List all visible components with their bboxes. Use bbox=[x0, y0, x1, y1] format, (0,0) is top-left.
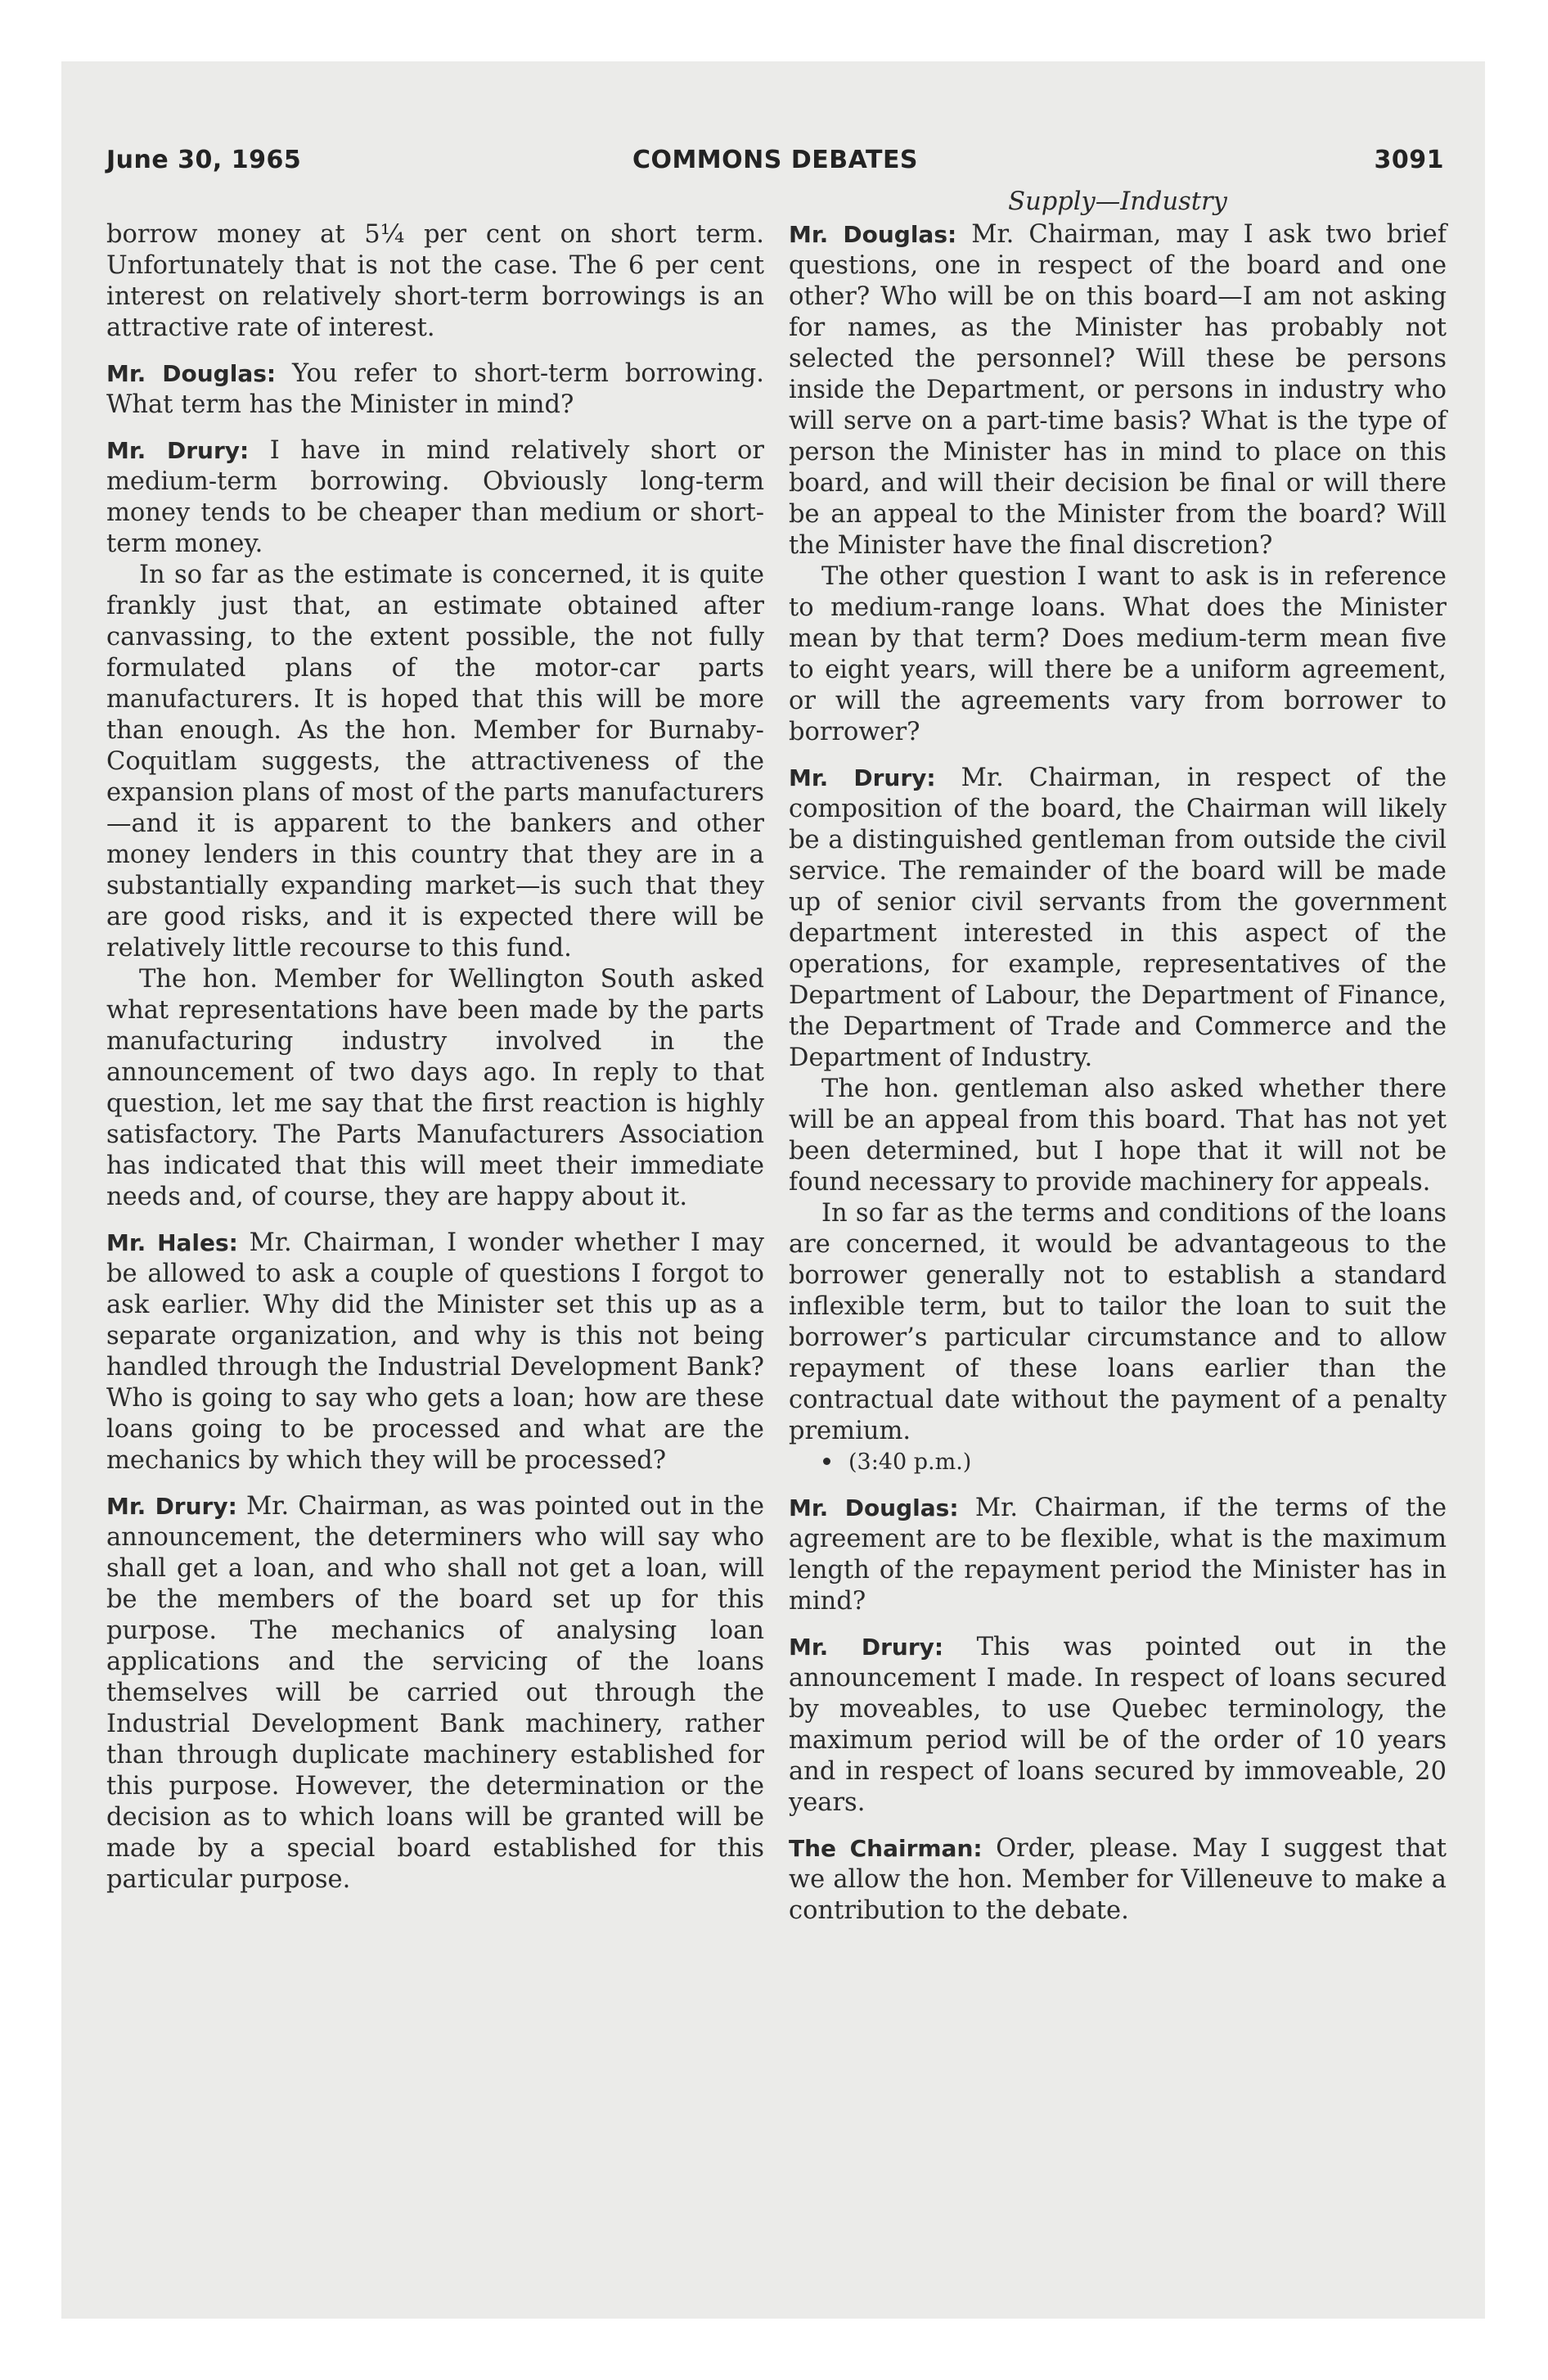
header-publication: COMMONS DEBATES bbox=[632, 146, 919, 174]
paragraph-text: You refer to short-term borrowing. What term has the Minister in mind? bbox=[106, 359, 765, 419]
speaker-name: Mr. Drury: bbox=[106, 1493, 237, 1520]
paragraph-text: The hon. Member for Wellington South asked what representations have been made by the parts manufacturing industry involved in the announcement of two days ago. In reply to that question, let me say that the first reaction is highly satisfactory. The Parts Manufacturers Association has indicated that this will meet their immediate needs and, of course, they are happy about it. bbox=[106, 965, 764, 1211]
paragraph-text: In so far as the estimate is concerned, it is quite frankly just that, an estimate obtained after canvassing, to the extent possible, the not fully formulated plans of the motor-car parts manufacturers. It is hoped that this will be more than enough. As the hon. Member for Burnaby-Coquitlam suggests, the attractiveness of the expansion plans of most of the parts manufacturers—and it is apparent to the bankers and other money lenders in this country that they are in a substantially expanding market—is such that they are good risks, and it is expected there will be relatively little recourse to this fund. bbox=[106, 561, 764, 962]
speaker-name: Mr. Drury: bbox=[106, 437, 250, 464]
paragraph-text: Mr. Chairman, in respect of the composition of the board, the Chairman will likely be a distinguished gentleman from outside the civil service. The remainder of the board will be made up of senior civil servants from the government department interested in this aspect of the operations, for example, representatives of the Department of Labour, the Department of Finance, the Department of Trade and Commerce and the Department of Industry. bbox=[789, 764, 1447, 1072]
speech-paragraph bbox=[106, 435, 764, 560]
paragraph bbox=[106, 219, 764, 344]
paragraph-text: Order, please. May I suggest that we allow the hon. Member for Villeneuve to make a contribution to the debate. bbox=[789, 1834, 1447, 1925]
paragraph bbox=[106, 560, 764, 964]
speaker-name: The Chairman: bbox=[789, 1835, 983, 1862]
section-title: Supply—Industry bbox=[1008, 187, 1227, 216]
paragraph-text: In so far as the terms and conditions of the loans are concerned, it would be advantageous to the borrower generally not to establish a standard inflexible term, but to tailor the loan to suit the borrower’s particular circumstance and to allow repayment of these loans earlier than the contractual date without the payment of a penalty premium. bbox=[789, 1199, 1447, 1445]
paragraph bbox=[106, 964, 764, 1213]
speaker-name: Mr. Hales: bbox=[106, 1229, 238, 1256]
paragraph-text: Mr. Chairman, I wonder whether I may be allowed to ask a couple of questions I forgot to ask earlier. Why did the Minister set this up as a separate organization, and why is this not being handled through the Industrial Development Bank? Who is going to say who gets a loan; how are these loans going to be processed and what are the mechanics by which they will be processed? bbox=[106, 1228, 765, 1475]
speech-paragraph bbox=[789, 1493, 1447, 1617]
time-text: (3:40 p.m.) bbox=[848, 1449, 972, 1475]
speech-paragraph bbox=[789, 219, 1447, 561]
bullet-icon bbox=[823, 1458, 830, 1465]
paragraph bbox=[789, 1198, 1447, 1447]
speaker-name: Mr. Douglas: bbox=[106, 360, 277, 387]
speech-paragraph bbox=[789, 763, 1447, 1074]
speaker-name: Mr. Drury: bbox=[789, 1634, 944, 1661]
paragraph-text: This was pointed out in the announcement I made. In respect of loans secured by moveables, to use Quebec terminology, the maximum period will be of the order of 10 years and in respect of loans secured by immoveable, 20 years. bbox=[789, 1633, 1447, 1817]
speaker-name: Mr. Douglas: bbox=[789, 221, 957, 248]
header-page-number: 3091 bbox=[1374, 146, 1444, 174]
page-header bbox=[106, 146, 1444, 187]
paragraph bbox=[789, 561, 1447, 748]
header-date: June 30, 1965 bbox=[106, 146, 302, 174]
speaker-name: Mr. Douglas: bbox=[789, 1494, 959, 1521]
paragraph bbox=[789, 1074, 1447, 1198]
paragraph-text: Mr. Chairman, if the terms of the agreement are to be flexible, what is the maximum length of the repayment period the Minister has in mind? bbox=[789, 1494, 1447, 1616]
speech-paragraph bbox=[106, 1228, 764, 1476]
paragraph-text: borrow money at 5¼ per cent on short term. Unfortunately that is not the case. The 6 per cent interest on relatively short-term borrowings is an attractive rate of interest. bbox=[106, 220, 764, 342]
paragraph-text: Mr. Chairman, may I ask two brief questions, one in respect of the board and one other? Who will be on this board—I am not asking for names, as the Minister has probably not selected the personnel? Will these be persons inside the Department, or persons in industry who will serve on a part-time basis? What is the type of person the Minister has in mind to place on this board, and will their decision be final or will there be an appeal to the Minister from the board? Will the Minister have the final discretion? bbox=[789, 220, 1447, 560]
speech-paragraph bbox=[789, 1833, 1447, 1927]
speech-paragraph bbox=[789, 1632, 1447, 1819]
paragraph-text: The hon. gentleman also asked whether there will be an appeal from this board. That has not yet been determined, but I hope that it will not be found necessary to provide machinery for appeals. bbox=[789, 1075, 1447, 1197]
speaker-name: Mr. Drury: bbox=[789, 764, 936, 791]
time-marker bbox=[789, 1447, 1447, 1478]
speech-paragraph bbox=[106, 1491, 764, 1895]
paragraph-text: I have in mind relatively short or medium-term borrowing. Obviously long-term money tends to be cheaper than medium or short-term money. bbox=[106, 436, 764, 558]
paragraph-text: Mr. Chairman, as was pointed out in the announcement, the determiners who will say who shall get a loan, and who shall not get a loan, will be the members of the board set up for this purpose. The mechanics of analysing loan applications and the servicing of the loans themselves will be carried out through the Industrial Development Bank machinery, rather than through duplicate machinery established for this purpose. However, the determination or the decision as to which loans will be granted will be made by a special board established for this particular purpose. bbox=[106, 1492, 764, 1894]
paragraph-text: The other question I want to ask is in reference to medium-range loans. What does the Minister mean by that term? Does medium-term mean five to eight years, will there be a uniform agreement, or will the agreements vary from borrower to borrower? bbox=[789, 562, 1447, 746]
left-column bbox=[106, 219, 764, 1895]
speech-paragraph bbox=[106, 358, 764, 421]
right-column bbox=[789, 187, 1447, 1927]
